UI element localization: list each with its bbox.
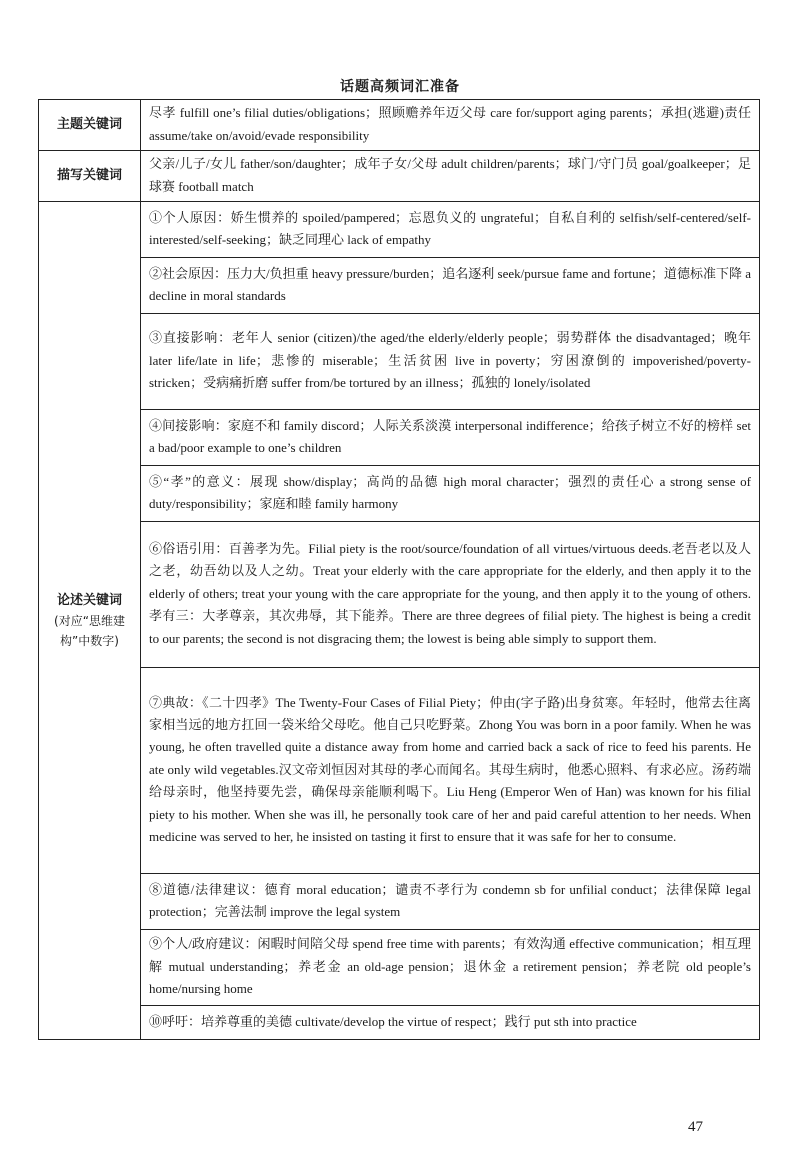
description-keywords-row [39,151,760,202]
argument-item-5: ⑤“孝”的意义：展现 show/display；高尚的品德 high moral character；强烈的责任心 a strong sense of duty/responsibility；家庭和睦 family harmony [141,466,760,522]
argument-item-7: ⑦典故：《二十四孝》The Twenty-Four Cases of Filial Piety；仲由(字子路)出身贫寒。年轻时，他常去往离家相当远的地方扛回一袋米给父母吃。他自己只吃野菜。Zhong You was born in a poor family. When he was young, he often travelled quite a distance away from home and carried back a sack of rice to feed his parents. He ate only wild vegetables.汉文帝刘恒因对其母的孝心而闻名。其母生病时，他悉心照料、有求必应。汤药端给母亲时，他坚持要先尝，确保母亲能顺利喝下。Liu Heng (Emperor Wen of Han) was known for his filial piety to his mother. When she was ill, he personally took care of her and paid careful attention to her needs. When medicine was served to her, he insisted on tasting it first to ensure that it was safe for her to consume. [141,668,760,874]
argument-row-5 [39,466,760,522]
argument-row-10 [39,1006,760,1040]
argument-row-8 [39,874,760,930]
argument-row-7 [39,668,760,874]
argument-item-8: ⑧道德/法律建议：德育 moral education；谴责不孝行为 condemn sb for unfilial conduct；法律保障 legal protection；完善法制 improve the legal system [141,874,760,930]
description-keywords-text: 父亲/儿子/女儿 father/son/daughter；成年子女/父母 adult children/parents；球门/守门员 goal/goalkeeper；足球赛 football match [141,151,760,202]
argument-keywords-sublabel: (对应“思维建构”中数字) [54,613,125,648]
argument-keywords-label: 论述关键词 [56,592,122,608]
argument-keywords-label-cell [39,202,141,1040]
theme-keywords-row [39,100,760,151]
argument-row-1 [39,202,760,258]
argument-item-3: ③直接影响：老年人 senior (citizen)/the aged/the elderly/elderly people；弱势群体 the disadvantaged；晚年 later life/late in life；悲惨的 miserable；生活贫困 live in poverty；穷困潦倒的 impoverished/poverty-stricken；受病痛折磨 suffer from/be tortured by an illness；孤独的 lonely/isolated [141,314,760,410]
argument-item-4: ④间接影响：家庭不和 family discord；人际关系淡漠 interpersonal indifference；给孩子树立不好的榜样 set a bad/poor example to one’s children [141,410,760,466]
theme-keywords-label: 主题关键词 [39,100,141,151]
argument-item-6: ⑥俗语引用：百善孝为先。Filial piety is the root/source/foundation of all virtues/virtuous deeds.老吾老以及人之老，幼吾幼以及人之幼。Treat your elderly with the care appropriate for the elderly, and then apply it to the elderly of others; treat your young with the care appropriate for the young, and then apply it to the young of others.孝有三：大孝尊亲，其次弗辱，其下能养。There are three degrees of filial piety. The highest is being a credit to our parents; the second is not disgracing them; the lowest is being able simply to support them. [141,522,760,668]
argument-item-1: ①个人原因：娇生惯养的 spoiled/pampered；忘恩负义的 ungrateful；自私自利的 selfish/self-centered/self-interested/self-seeking；缺乏同理心 lack of empathy [141,202,760,258]
argument-item-10: ⑩呼吁：培养尊重的美德 cultivate/develop the virtue of respect；践行 put sth into practice [141,1006,760,1040]
description-keywords-label: 描写关键词 [39,151,141,202]
argument-item-9: ⑨个人/政府建议：闲暇时间陪父母 spend free time with parents；有效沟通 effective communication；相互理解 mutual understanding；养老金 an old-age pension；退休金 a retirement pension；养老院 old people’s home/nursing home [141,930,760,1006]
page-title: 话题高频词汇准备 [340,79,460,95]
theme-keywords-text: 尽孝 fulfill one’s filial duties/obligations；照顾赡养年迈父母 care for/support aging parents；承担(逃避)责任 assume/take on/avoid/evade responsibility [141,100,760,151]
argument-row-6 [39,522,760,668]
argument-row-2 [39,258,760,314]
argument-item-2: ②社会原因：压力大/负担重 heavy pressure/burden；追名逐利 seek/pursue fame and fortune；道德标准下降 a decline in moral standards [141,258,760,314]
argument-row-9 [39,930,760,1006]
page-number: 47 [688,1119,703,1135]
argument-row-3 [39,314,760,410]
argument-row-4 [39,410,760,466]
vocabulary-table [38,99,760,1040]
